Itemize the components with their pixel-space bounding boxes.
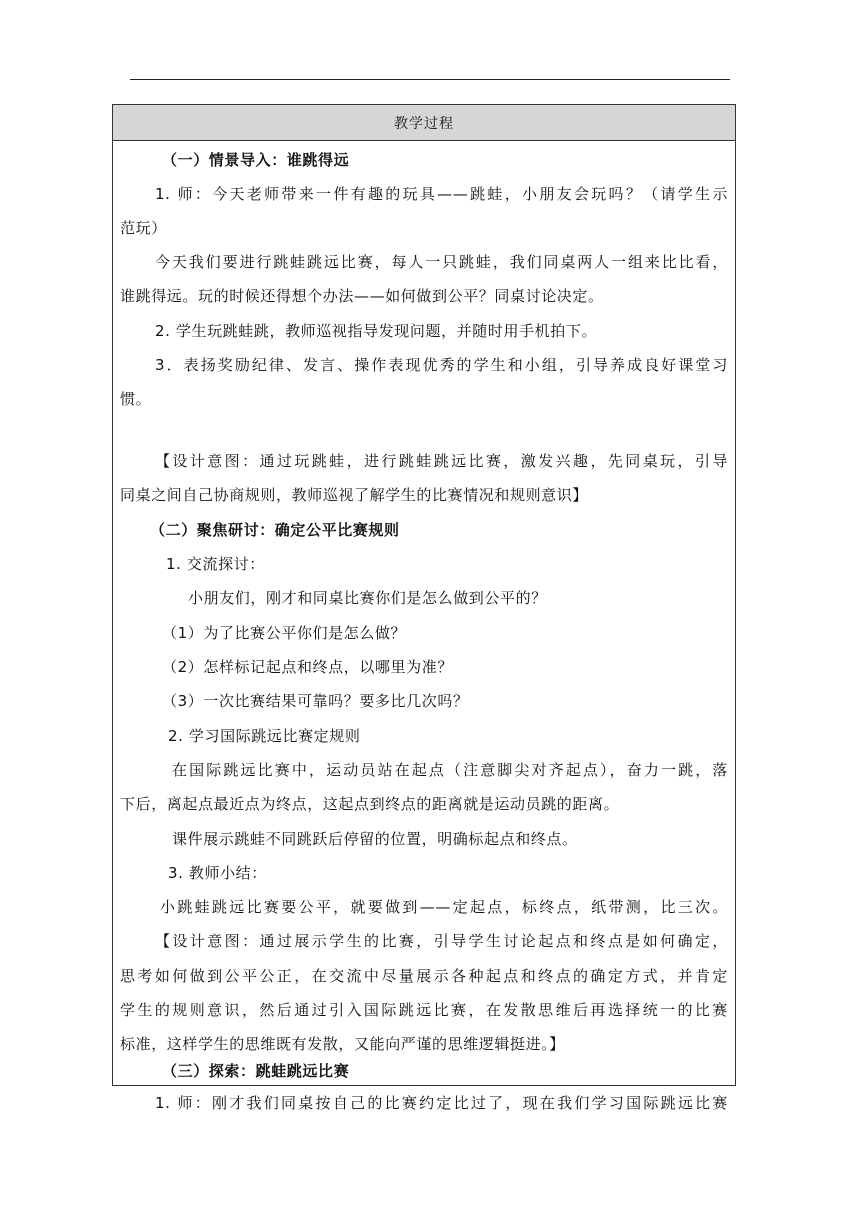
section-title-1: （一）情景导入：谁跳得远 bbox=[162, 151, 350, 169]
paragraph-line: （3）一次比赛结果可靠吗？要多比几次吗？ bbox=[162, 692, 469, 710]
paragraph-line: 1. 交流探讨： bbox=[166, 555, 265, 573]
paragraph-line: 2. 学习国际跳远比赛定规则 bbox=[168, 727, 361, 745]
lesson-table bbox=[112, 104, 736, 1112]
table-header: 教学过程 bbox=[113, 105, 735, 141]
design-intent-line: 【设计意图：通过展示学生的比赛，引导学生讨论起点和终点是如何确定， bbox=[155, 932, 728, 950]
paragraph-line: 下后，离起点最近点为终点，这起点到终点的距离就是运动员跳的距离。 bbox=[120, 795, 620, 813]
section-title-3: （三）探索：跳蛙跳远比赛 bbox=[162, 1062, 350, 1080]
top-rule bbox=[130, 79, 730, 80]
paragraph-line: 3．表扬奖励纪律、发言、操作表现优秀的学生和小组，引导养成良好课堂习 bbox=[155, 356, 728, 374]
paragraph-line: 3. 教师小结： bbox=[168, 864, 267, 882]
design-intent-line: 标准，这样学生的思维既有发散，又能向严谨的思维逻辑挺进。】 bbox=[120, 1035, 565, 1053]
paragraph-line: 2. 学生玩跳蛙跳，教师巡视指导发现问题，并随时用手机拍下。 bbox=[155, 322, 598, 340]
design-intent-line: 【设计意图：通过玩跳蛙，进行跳蛙跳远比赛，激发兴趣，先同桌玩，引导 bbox=[155, 452, 728, 470]
paragraph-line: 范玩） bbox=[120, 219, 167, 237]
paragraph-line: 1. 师：刚才我们同桌按自己的比赛约定比过了，现在我们学习国际跳远比赛 bbox=[155, 1094, 728, 1112]
paragraph-line: （1）为了比赛公平你们是怎么做？ bbox=[162, 624, 407, 642]
paragraph-line: 小跳蛙跳远比赛要公平，就要做到——定起点，标终点，纸带测，比三次。 bbox=[160, 898, 728, 916]
paragraph-line: 惯。 bbox=[120, 390, 152, 408]
paragraph-line: 课件展示跳蛙不同跳跃后停留的位置，明确标起点和终点。 bbox=[172, 830, 578, 848]
paragraph-line: 小朋友们，刚才和同桌比赛你们是怎么做到公平的？ bbox=[188, 589, 547, 607]
paragraph-line: 1. 师：今天老师带来一件有趣的玩具——跳蛙，小朋友会玩吗？（请学生示 bbox=[155, 185, 728, 203]
section-title-2: （二）聚焦研讨：确定公平比赛规则 bbox=[150, 521, 400, 539]
paragraph-line: 在国际跳远比赛中，运动员站在起点（注意脚尖对齐起点），奋力一跳，落 bbox=[172, 761, 728, 779]
design-intent-line: 学生的规则意识，然后通过引入国际跳远比赛，在发散思维后再选择统一的比赛 bbox=[120, 1001, 728, 1019]
design-intent-line: 同桌之间自己协商规则，教师巡视了解学生的比赛情况和规则意识】 bbox=[120, 486, 589, 504]
paragraph-line: （2）怎样标记起点和终点，以哪里为准？ bbox=[162, 658, 453, 676]
design-intent-line: 思考如何做到公平公正，在交流中尽量展示各种起点和终点的确定方式，并肯定 bbox=[120, 967, 728, 985]
paragraph-line: 今天我们要进行跳蛙跳远比赛，每人一只跳蛙，我们同桌两人一组来比比看， bbox=[155, 253, 728, 271]
paragraph-line: 谁跳得远。玩的时候还得想个办法——如何做到公平？同桌讨论决定。 bbox=[120, 287, 604, 305]
